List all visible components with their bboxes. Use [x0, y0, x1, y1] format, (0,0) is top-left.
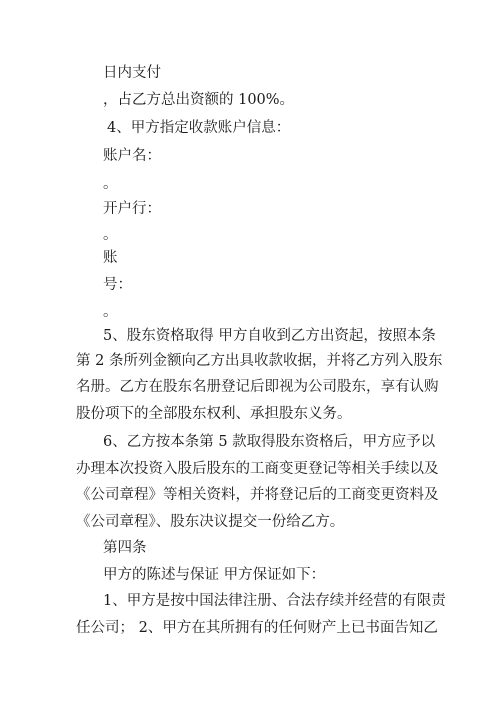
text-line: 日内支付	[103, 65, 161, 81]
text-line: ，占乙方总出资额的 100%。	[103, 92, 295, 108]
text-line: 开户行：	[103, 201, 161, 217]
text-line: 甲方的陈述与保证 甲方保证如下：	[103, 567, 326, 583]
text-line: 。	[103, 176, 118, 192]
text-line: 5、股东资格取得 甲方自收到乙方出资起，按照本条	[103, 328, 436, 344]
text-line: 第 2 条所列金额向乙方出具收款收据，并将乙方列入股东	[76, 353, 443, 369]
text-line: 第四条	[103, 540, 147, 556]
text-line: 账	[103, 250, 118, 266]
text-line: 任公司； 2、甲方在其所拥有的任何财产上已书面告知乙	[76, 620, 438, 636]
text-line: 名册。乙方在股东名册登记后即视为公司股东，享有认购	[76, 379, 439, 395]
text-line: 。	[103, 304, 118, 320]
text-line: 《公司章程》等相关资料，并将登记后的工商变更资料及	[76, 487, 439, 503]
text-line: 办理本次投资入股后股东的工商变更登记等相关手续以及	[76, 461, 439, 477]
text-line: 账户名：	[103, 148, 161, 164]
text-line: 4、甲方指定收款账户信息：	[107, 120, 291, 136]
text-line: 号：	[103, 277, 132, 293]
text-line: 6、乙方按本条第 5 款取得股东资格后，甲方应予以	[103, 434, 436, 450]
text-line: 。	[103, 227, 118, 243]
text-line: 1、甲方是按中国法律注册、合法存续并经营的有限责	[103, 593, 446, 609]
text-line: 股份项下的全部股东权利、承担股东义务。	[76, 406, 352, 422]
text-line: 《公司章程》、股东决议提交一份给乙方。	[76, 514, 345, 530]
